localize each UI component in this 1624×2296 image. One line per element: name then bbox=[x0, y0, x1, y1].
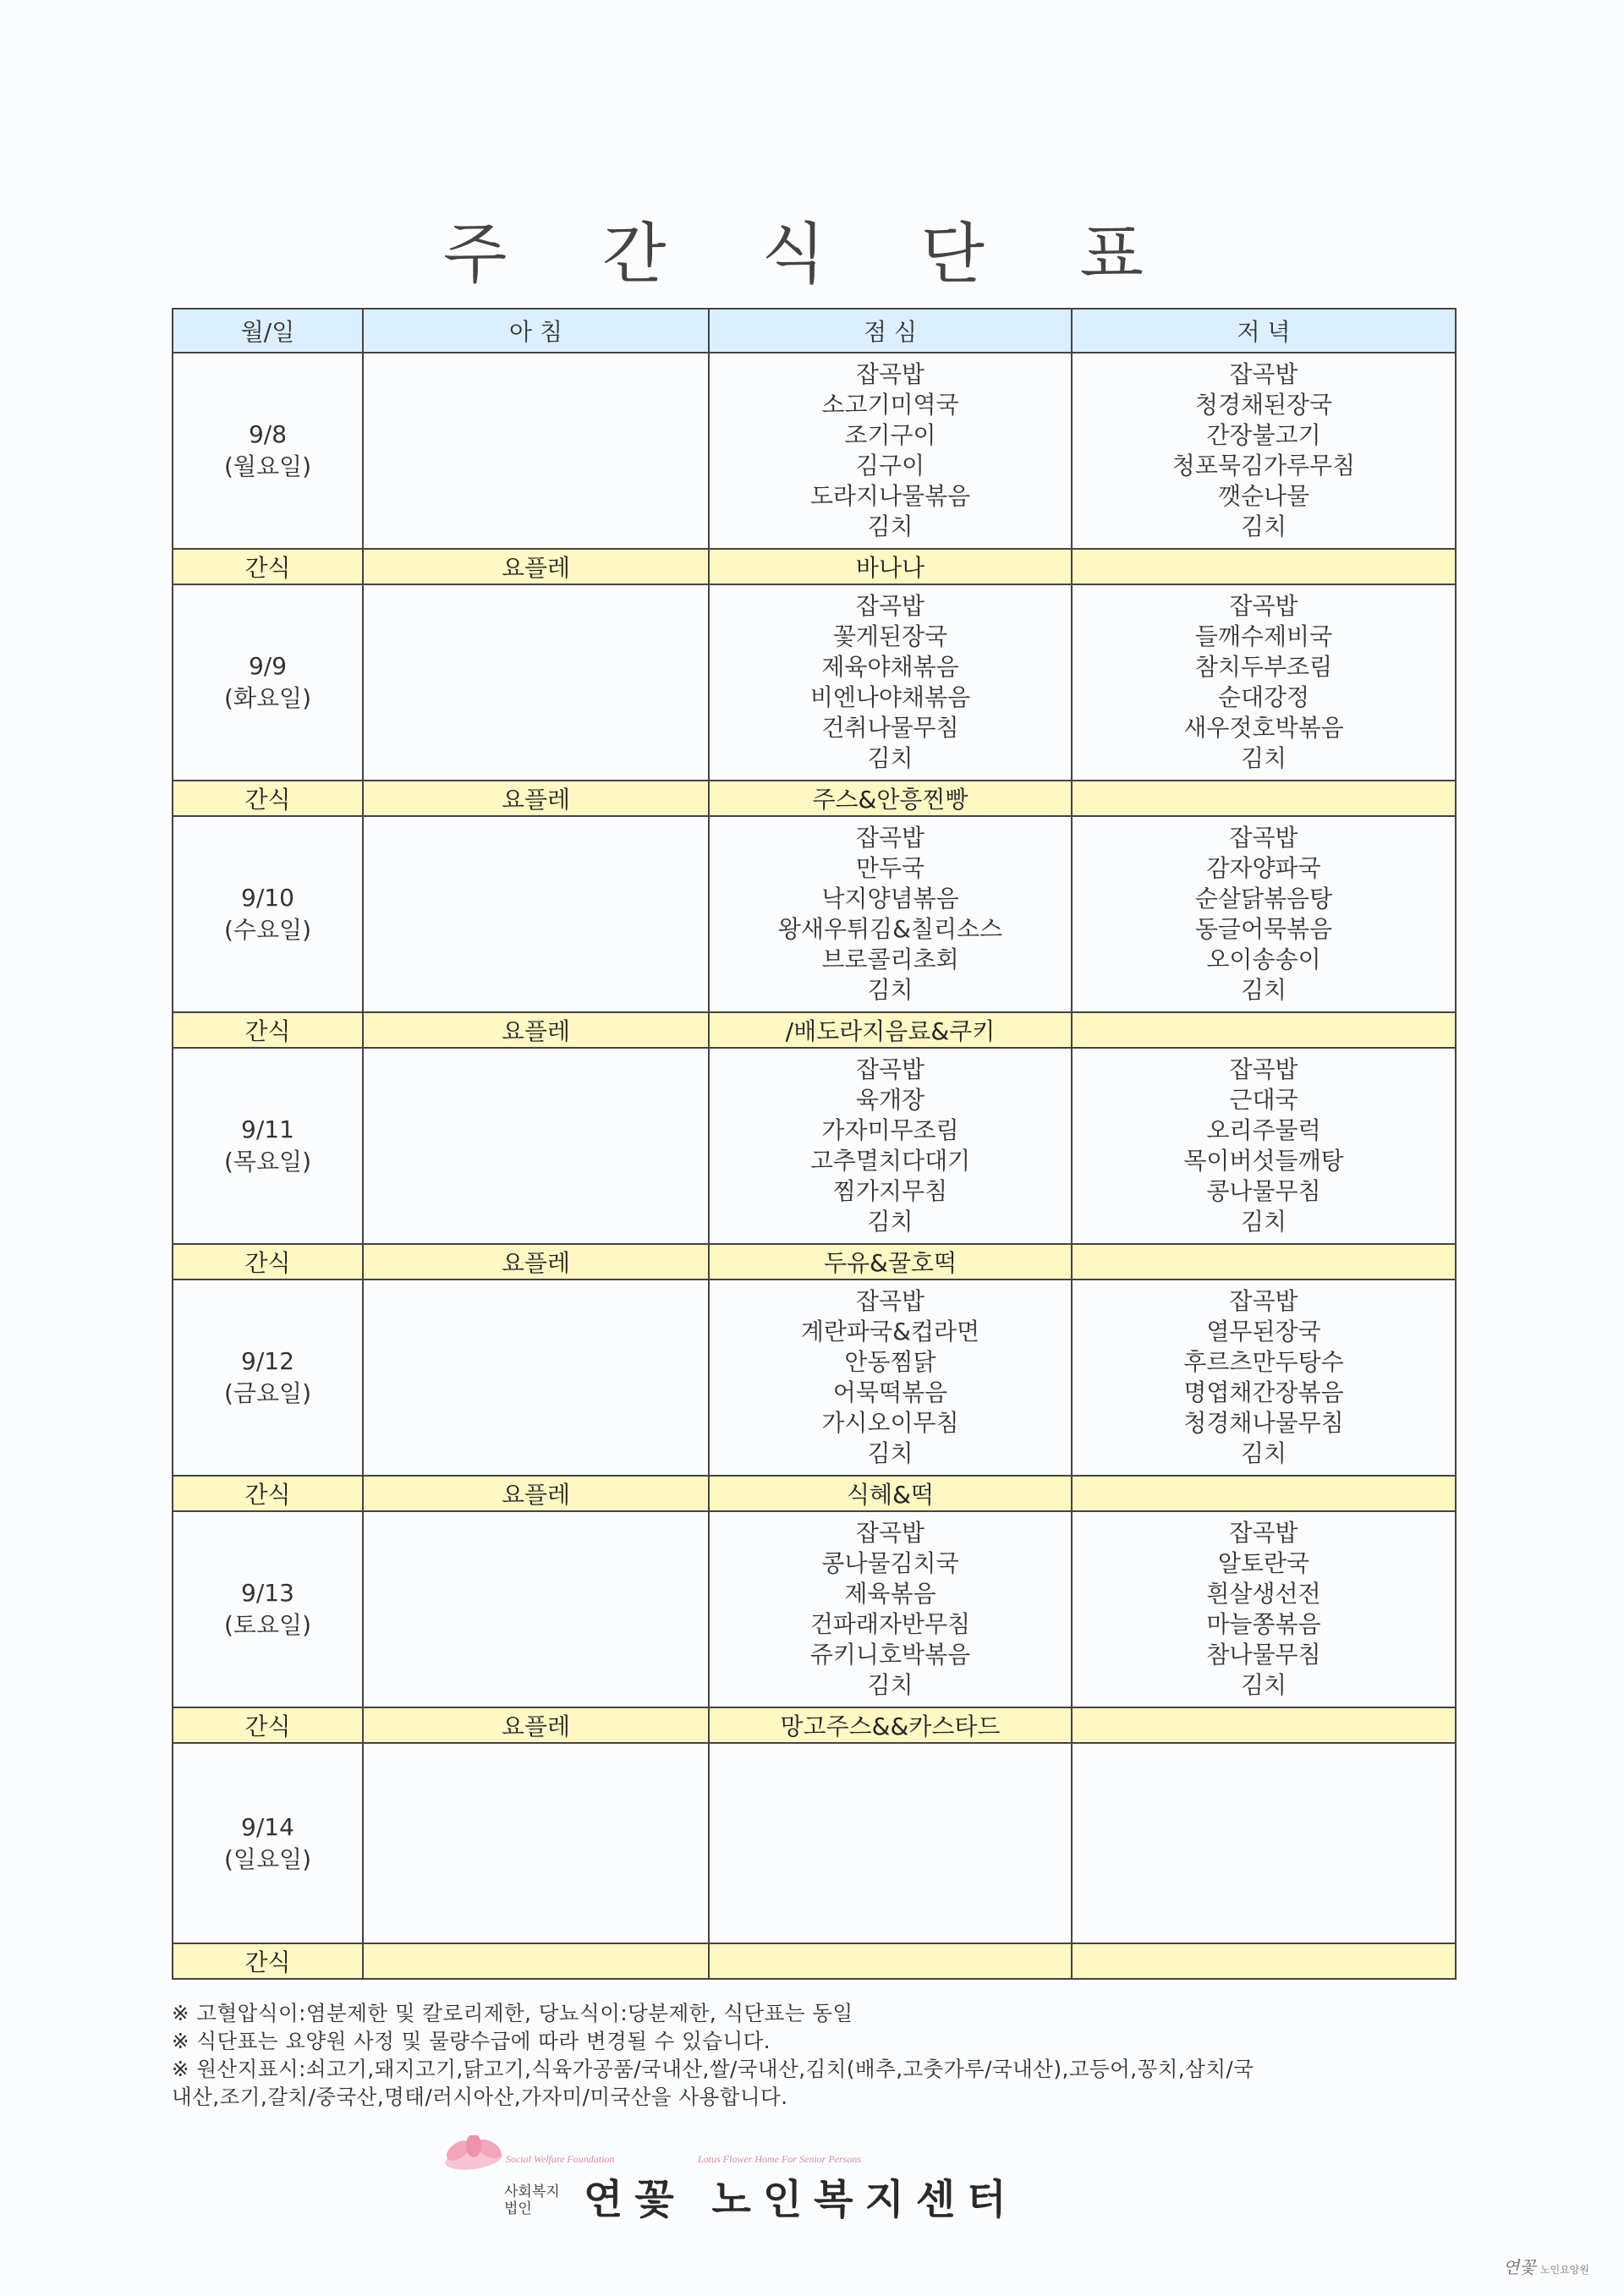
lunch-dish-list bbox=[710, 591, 1071, 774]
foundation-en-text: Social Welfare Foundation bbox=[506, 2153, 615, 2165]
dish-item: 김치 bbox=[1240, 976, 1287, 1004]
lotus-flower-icon bbox=[443, 2135, 505, 2173]
dish-item: 흰살생선전 bbox=[1206, 1580, 1321, 1608]
dish-item: 소고기미역국 bbox=[821, 391, 959, 419]
dish-item: 제육야채볶음 bbox=[821, 653, 959, 681]
lunch-dish-list bbox=[710, 359, 1071, 542]
snack-dinner bbox=[1072, 1476, 1456, 1511]
day-cell bbox=[173, 1280, 363, 1476]
date-label: 9/9 bbox=[248, 652, 288, 680]
date-label: 9/14 bbox=[241, 1812, 294, 1841]
menu-body bbox=[173, 353, 1456, 1979]
dish-item: 참나물무침 bbox=[1206, 1641, 1321, 1669]
snack-lunch: /배도라지음료&쿠키 bbox=[709, 1012, 1072, 1048]
dinner-cell bbox=[1072, 1280, 1456, 1476]
dish-item: 김구이 bbox=[855, 452, 925, 479]
dish-item: 잡곡밥 bbox=[855, 360, 925, 388]
snack-lunch: 식혜&떡 bbox=[709, 1476, 1072, 1511]
meal-row bbox=[173, 1743, 1456, 1943]
snack-lunch: 바나나 bbox=[709, 549, 1072, 584]
dish-item: 왕새우튀김&칠리소스 bbox=[777, 915, 1003, 943]
dish-item: 찜가지무침 bbox=[832, 1177, 948, 1205]
breakfast-cell bbox=[363, 584, 709, 781]
dish-item: 잡곡밥 bbox=[855, 1055, 925, 1083]
center-logo bbox=[440, 2135, 1083, 2228]
note-line: 내산,조기,갈치/중국산,명태/러시아산,가자미/미국산을 사용합니다. bbox=[172, 2085, 788, 2109]
dish-item: 김치 bbox=[867, 1671, 914, 1699]
snack-breakfast: 요플레 bbox=[363, 781, 709, 816]
dish-item: 육개장 bbox=[855, 1086, 925, 1114]
dinner-dish-list bbox=[1073, 1518, 1455, 1701]
home-en-text: Lotus Flower Home For Senior Persons bbox=[698, 2153, 861, 2165]
dish-item: 어묵떡볶음 bbox=[832, 1378, 948, 1406]
dish-item: 도라지나물볶음 bbox=[809, 482, 971, 510]
snack-label: 간식 bbox=[173, 781, 363, 816]
dish-item: 청경채나물무침 bbox=[1183, 1409, 1344, 1437]
dish-item: 김치 bbox=[1240, 1208, 1287, 1236]
weekly-menu-table bbox=[172, 308, 1457, 1980]
dish-item: 후르츠만두탕수 bbox=[1183, 1348, 1344, 1376]
dish-item: 비엔나야채볶음 bbox=[809, 683, 971, 711]
snack-lunch: 주스&안흥찐빵 bbox=[709, 781, 1072, 816]
dish-item: 쥬키니호박볶음 bbox=[809, 1641, 971, 1669]
snack-breakfast: 요플레 bbox=[363, 1244, 709, 1280]
lunch-cell bbox=[709, 353, 1072, 549]
dish-item: 꽃게된장국 bbox=[832, 622, 948, 650]
dish-item: 김치 bbox=[867, 744, 914, 772]
dish-item: 잡곡밥 bbox=[855, 592, 925, 620]
breakfast-cell bbox=[363, 353, 709, 549]
dish-item: 브로콜리초회 bbox=[821, 945, 959, 973]
day-cell bbox=[173, 816, 363, 1012]
snack-row bbox=[173, 781, 1456, 816]
weekday-label: (수요일) bbox=[224, 916, 311, 944]
snack-lunch: 두유&꿀호떡 bbox=[709, 1244, 1072, 1280]
meal-row bbox=[173, 584, 1456, 781]
page-title: 주 간 식 단 표 bbox=[443, 216, 1181, 293]
note-line: ※ 식단표는 요양원 사정 및 물량수급에 따라 변경될 수 있습니다. bbox=[172, 2029, 771, 2053]
snack-row bbox=[173, 1012, 1456, 1048]
dish-item: 건취나물무침 bbox=[821, 714, 959, 742]
dish-item: 김치 bbox=[1240, 1671, 1287, 1699]
dinner-dish-list bbox=[1073, 1055, 1455, 1237]
dinner-dish-list bbox=[1073, 823, 1455, 1006]
weekday-label: (토요일) bbox=[224, 1611, 311, 1639]
breakfast-cell bbox=[363, 1280, 709, 1476]
stamp-sub: 노인요양원 bbox=[1540, 2264, 1589, 2276]
breakfast-cell bbox=[363, 1743, 709, 1943]
dish-item: 잡곡밥 bbox=[1229, 1055, 1298, 1083]
meal-row bbox=[173, 1511, 1456, 1707]
snack-row bbox=[173, 549, 1456, 584]
weekday-label: (금요일) bbox=[224, 1379, 311, 1407]
snack-breakfast bbox=[363, 1943, 709, 1979]
date-label: 9/11 bbox=[241, 1115, 294, 1143]
dish-item: 깻순나물 bbox=[1217, 482, 1310, 510]
dish-item: 만두국 bbox=[855, 854, 925, 882]
breakfast-cell bbox=[363, 816, 709, 1012]
dish-item: 간장불고기 bbox=[1206, 421, 1321, 449]
dish-item: 가자미무조림 bbox=[821, 1116, 959, 1144]
snack-dinner bbox=[1072, 1244, 1456, 1280]
snack-breakfast: 요플레 bbox=[363, 1012, 709, 1048]
meal-row bbox=[173, 816, 1456, 1012]
dish-item: 순대강정 bbox=[1217, 683, 1310, 711]
snack-lunch bbox=[709, 1943, 1072, 1979]
dish-item: 콩나물무침 bbox=[1206, 1177, 1321, 1205]
note-line: ※ 원산지표시:쇠고기,돼지고기,닭고기,식육가공품/국내산,쌀/국내산,김치(배추,고춧가루/국내산),고등어,꽁치,삼치/국 bbox=[172, 2057, 1254, 2081]
weekday-label: (화요일) bbox=[224, 684, 311, 712]
meal-row bbox=[173, 1048, 1456, 1244]
dinner-cell bbox=[1072, 353, 1456, 549]
dish-item: 잡곡밥 bbox=[855, 1519, 925, 1547]
dish-item: 잡곡밥 bbox=[1229, 824, 1298, 852]
meal-row bbox=[173, 353, 1456, 549]
breakfast-cell bbox=[363, 1511, 709, 1707]
dish-item: 조기구이 bbox=[844, 421, 936, 449]
lunch-cell bbox=[709, 1743, 1072, 1943]
date-label: 9/10 bbox=[241, 884, 294, 912]
snack-row bbox=[173, 1943, 1456, 1979]
dish-item: 잡곡밥 bbox=[1229, 1519, 1298, 1547]
dish-item: 김치 bbox=[1240, 744, 1287, 772]
lunch-dish-list bbox=[710, 1518, 1071, 1701]
snack-row bbox=[173, 1244, 1456, 1280]
day-cell bbox=[173, 584, 363, 781]
dish-item: 참치두부조림 bbox=[1194, 653, 1333, 681]
date-label: 9/12 bbox=[241, 1347, 294, 1375]
day-cell bbox=[173, 1511, 363, 1707]
dish-item: 순살닭볶음탕 bbox=[1194, 885, 1333, 912]
header-dinner: 저 녁 bbox=[1072, 309, 1456, 353]
dish-item: 잡곡밥 bbox=[1229, 360, 1298, 388]
snack-breakfast: 요플레 bbox=[363, 1476, 709, 1511]
snack-dinner bbox=[1072, 781, 1456, 816]
dish-item: 잡곡밥 bbox=[855, 824, 925, 852]
dish-item: 고추멸치다대기 bbox=[809, 1147, 971, 1175]
dish-item: 김치 bbox=[867, 1208, 914, 1236]
table-header-row bbox=[173, 309, 1456, 353]
dish-item: 목이버섯들깨탕 bbox=[1183, 1147, 1344, 1175]
dish-item: 명엽채간장볶음 bbox=[1183, 1378, 1344, 1406]
center-name: 연꽃 노인복지센터 bbox=[584, 2176, 1018, 2223]
date-label: 9/13 bbox=[241, 1579, 294, 1607]
dish-item: 계란파국&컵라면 bbox=[800, 1318, 980, 1345]
dinner-dish-list bbox=[1073, 359, 1455, 542]
lunch-dish-list bbox=[710, 1055, 1071, 1237]
dish-item: 마늘쫑볶음 bbox=[1206, 1610, 1321, 1638]
dinner-cell bbox=[1072, 1743, 1456, 1943]
snack-dinner bbox=[1072, 1012, 1456, 1048]
corp-type-top: 사회복지 bbox=[504, 2184, 560, 2200]
lunch-dish-list bbox=[710, 823, 1071, 1006]
breakfast-cell bbox=[363, 1048, 709, 1244]
corp-type-bottom: 법인 bbox=[504, 2200, 532, 2217]
lunch-dish-list bbox=[710, 1286, 1071, 1469]
lunch-cell bbox=[709, 1511, 1072, 1707]
lunch-cell bbox=[709, 1048, 1072, 1244]
stamp-name: 연꽃 bbox=[1503, 2257, 1536, 2277]
dish-item: 김치 bbox=[1240, 512, 1287, 540]
dinner-dish-list bbox=[1073, 591, 1455, 774]
dish-item: 새우젓호박볶음 bbox=[1183, 714, 1344, 742]
day-cell bbox=[173, 1743, 363, 1943]
dish-item: 감자양파국 bbox=[1206, 854, 1321, 882]
header-lunch: 점 심 bbox=[709, 309, 1072, 353]
weekday-label: (월요일) bbox=[224, 452, 311, 480]
snack-label: 간식 bbox=[173, 1943, 363, 1979]
snack-breakfast: 요플레 bbox=[363, 549, 709, 584]
weekday-label: (일요일) bbox=[224, 1844, 311, 1873]
dish-item: 김치 bbox=[867, 976, 914, 1004]
dish-item: 김치 bbox=[867, 512, 914, 540]
dish-item: 잡곡밥 bbox=[1229, 1287, 1298, 1315]
day-cell bbox=[173, 1048, 363, 1244]
dish-item: 잡곡밥 bbox=[855, 1287, 925, 1315]
snack-breakfast: 요플레 bbox=[363, 1707, 709, 1743]
snack-label: 간식 bbox=[173, 1012, 363, 1048]
dish-item: 알토란국 bbox=[1217, 1549, 1310, 1577]
snack-label: 간식 bbox=[173, 1476, 363, 1511]
dinner-cell bbox=[1072, 1511, 1456, 1707]
dinner-cell bbox=[1072, 584, 1456, 781]
corner-stamp bbox=[1501, 2249, 1611, 2283]
dish-item: 김치 bbox=[1240, 1439, 1287, 1467]
dish-item: 낙지양념볶음 bbox=[821, 885, 959, 912]
dish-item: 오이송송이 bbox=[1206, 945, 1321, 973]
lunch-cell bbox=[709, 1280, 1072, 1476]
snack-label: 간식 bbox=[173, 1707, 363, 1743]
dish-item: 안동찜닭 bbox=[844, 1348, 936, 1376]
dish-item: 청경채된장국 bbox=[1194, 391, 1333, 419]
dish-item: 제육볶음 bbox=[844, 1580, 936, 1608]
snack-row bbox=[173, 1707, 1456, 1743]
dish-item: 김치 bbox=[867, 1439, 914, 1467]
dish-item: 콩나물김치국 bbox=[821, 1549, 959, 1577]
snack-dinner bbox=[1072, 1707, 1456, 1743]
snack-dinner bbox=[1072, 1943, 1456, 1979]
notes bbox=[172, 1999, 1457, 2111]
lunch-cell bbox=[709, 584, 1072, 781]
header-breakfast: 아 침 bbox=[363, 309, 709, 353]
snack-label: 간식 bbox=[173, 549, 363, 584]
dish-item: 가시오이무침 bbox=[821, 1409, 959, 1437]
header-date: 월/일 bbox=[173, 309, 363, 353]
dish-item: 열무된장국 bbox=[1206, 1318, 1321, 1345]
dish-item: 잡곡밥 bbox=[1229, 592, 1298, 620]
dinner-dish-list bbox=[1073, 1286, 1455, 1469]
dish-item: 청포묵김가루무침 bbox=[1171, 452, 1356, 479]
dinner-cell bbox=[1072, 816, 1456, 1012]
dish-item: 건파래자반무침 bbox=[809, 1610, 971, 1638]
date-label: 9/8 bbox=[248, 420, 288, 448]
dish-item: 오리주물럭 bbox=[1206, 1116, 1321, 1144]
weekday-label: (목요일) bbox=[224, 1148, 311, 1175]
meal-row bbox=[173, 1280, 1456, 1476]
day-cell bbox=[173, 353, 363, 549]
dish-item: 동글어묵볶음 bbox=[1194, 915, 1333, 943]
note-line: ※ 고혈압식이:염분제한 및 칼로리제한, 당뇨식이:당분제한, 식단표는 동일 bbox=[172, 2001, 853, 2025]
snack-row bbox=[173, 1476, 1456, 1511]
dish-item: 들깨수제비국 bbox=[1194, 622, 1333, 650]
snack-lunch: 망고주스&&카스타드 bbox=[709, 1707, 1072, 1743]
snack-label: 간식 bbox=[173, 1244, 363, 1280]
snack-dinner bbox=[1072, 549, 1456, 584]
dinner-cell bbox=[1072, 1048, 1456, 1244]
lunch-cell bbox=[709, 816, 1072, 1012]
dish-item: 근대국 bbox=[1229, 1086, 1298, 1114]
